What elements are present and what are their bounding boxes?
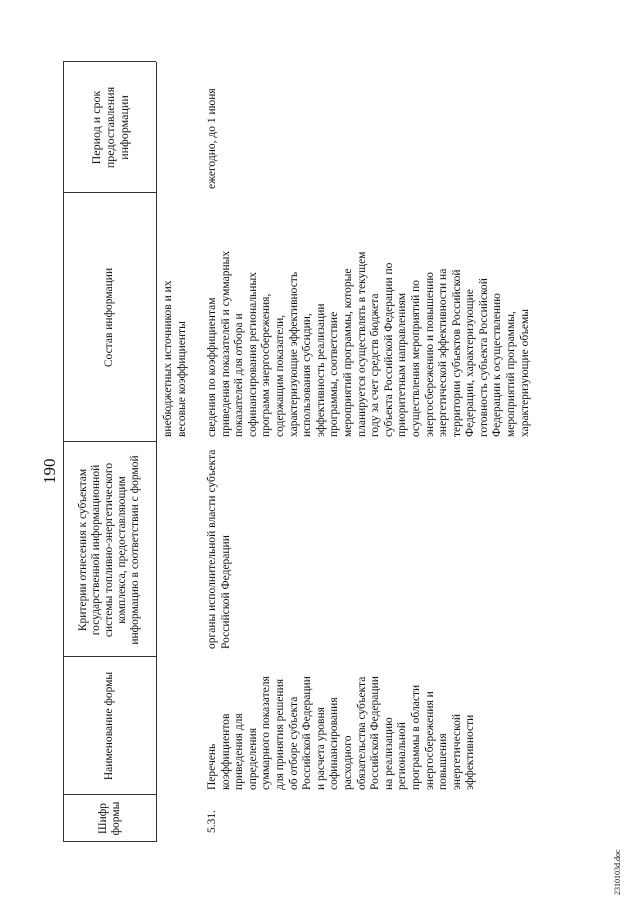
header-code: Шифр формы	[96, 801, 122, 836]
row-period: ежегодно, до 1 июня	[206, 88, 218, 189]
page-number: 190	[40, 458, 59, 484]
header-criteria: Критерии отнесения к субъектам государственной информационной системы топливно-энергетического комплекса, предоставляющим информацию в соответствии с формой	[77, 455, 141, 645]
row-criteria: органы исполнительной власти субъекта Российской Федерации	[206, 449, 232, 649]
header-period: Период и срок предоставления информации	[88, 86, 131, 169]
header-bottom-rule	[156, 62, 157, 842]
document-code: 2310103d.doc	[613, 849, 622, 895]
header-form-name: Наименование формы	[103, 671, 115, 781]
row-form-name: Перечень коэффициентов приведения для определения суммарного показателя для принятия решения об отборе субъекта Российской Федерации и расчета уровня софинансирования расходного обязательства субъекта Российской Федерации на реализацию региональной программы в области энергосбережения и повышения энергетической эффективности	[206, 676, 477, 790]
row-content: сведения по коэффициентам приведения показателей и суммарных показателей для отбора и софинансирования региональных программ энергосбережения, содержащим показатели, характеризующие эффективность использования субсидии, эффективность реализации программы, соответствие мероприятий программы, которые планируется осуществлять в текущем году за счет средств бюджета субъекта Российской Федерации по приоритетным направлениям осуществления мероприятий по энергосбережению и повышению энергетической эффективности на территории субъектов Российской Федерации, характеризующие готовность субъекта Российской Федерации к осуществлению мероприятий программы, характеризующие объемы	[206, 250, 531, 437]
row-code: 5.31.	[206, 810, 218, 833]
header-content: Состав информации	[103, 267, 115, 368]
continuation-text: внебюджетных источников и их весовые коэффициенты	[162, 280, 188, 437]
